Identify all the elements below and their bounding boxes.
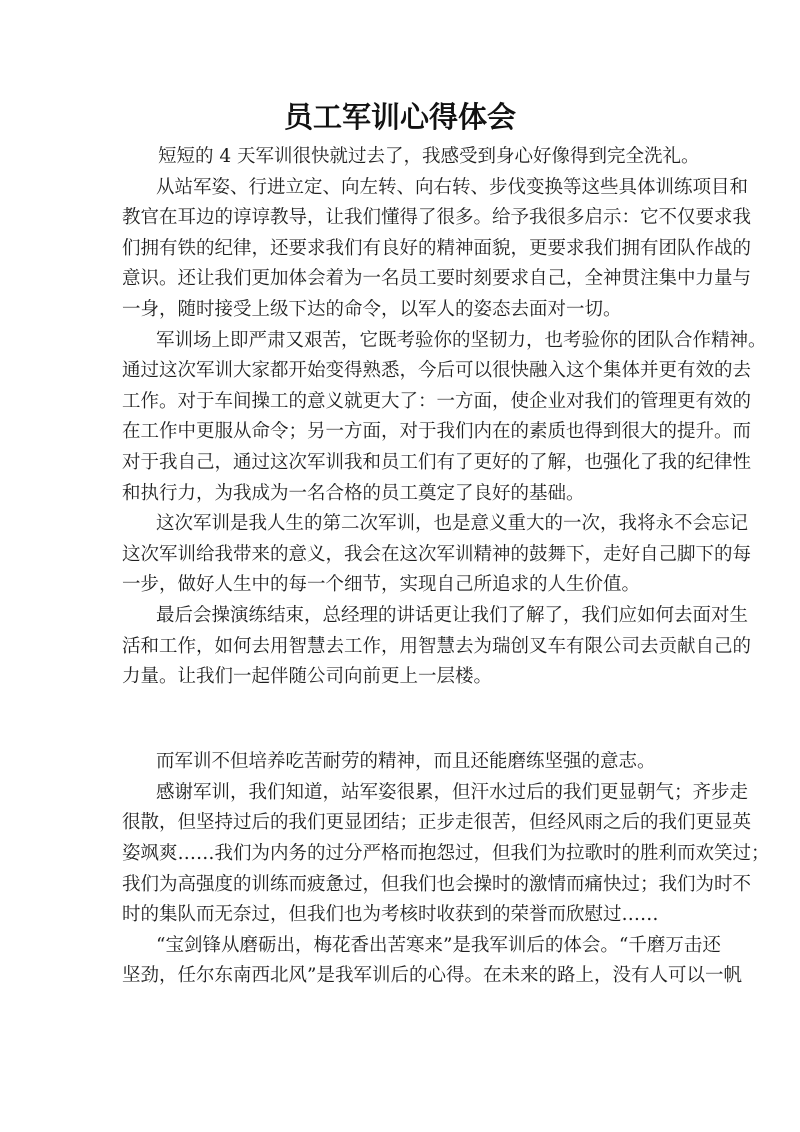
text-line: 而军训不但培养吃苦耐劳的精神，而且还能磨练坚强的意志。 bbox=[156, 751, 656, 773]
document-body bbox=[122, 142, 770, 992]
text-line: 坚劲，任尔东南西北风”是我军训后的心得。在未来的路上，没有人可以一帆 bbox=[122, 965, 742, 987]
text-line: 从站军姿、行进立定、向左转、向右转、步伐变换等这些具体训练项目和 bbox=[156, 176, 749, 198]
paragraph-intro bbox=[122, 142, 700, 173]
text-line: 活和工作，如何去用智慧去工作，用智慧去为瑞创叉车有限公司去贡献自己的 bbox=[122, 635, 752, 657]
paragraph-proverb bbox=[122, 931, 742, 992]
paragraph-willpower bbox=[122, 747, 682, 778]
blank-line bbox=[122, 693, 682, 724]
paragraph-second-training bbox=[122, 509, 752, 601]
text-line: 时的集队而无奈过，但我们也为考核时收获到的荣誉而欣慰过…… bbox=[122, 904, 659, 926]
text-line: 这次军训给我带来的意义，我会在这次军训精神的鼓舞下，走好自己脚下的每 bbox=[122, 543, 752, 565]
text-line: 短短的 4 天军训很快就过去了，我感受到身心好像得到完全洗礼。 bbox=[158, 146, 700, 167]
text-line: 和执行力，为我成为一名合格的员工奠定了良好的基础。 bbox=[122, 482, 585, 504]
text-line: 一步，做好人生中的每一个细节，实现自己所追求的人生价值。 bbox=[122, 574, 641, 596]
text-line: 工作。对于车间操工的意义就更大了：一方面，使企业对我们的管理更有效的 bbox=[122, 390, 752, 412]
text-line: 很散，但坚持过后的我们更显团结；正步走很苦，但经风雨之后的我们更显英 bbox=[122, 812, 752, 834]
text-line: 军训场上即严肃又艰苦，它既考验你的坚韧力，也考验你的团队合作精神。 bbox=[156, 329, 767, 351]
text-line: 教官在耳边的谆谆教导，让我们懂得了很多。给予我很多启示：它不仅要求我 bbox=[122, 207, 752, 229]
text-line: 在工作中更服从命令；另一方面，对于我们内在的素质也得到很大的提升。而 bbox=[122, 421, 752, 443]
text-line: 意识。还让我们更加体会着为一名员工要时刻要求自己，全神贯注集中力量与 bbox=[122, 268, 752, 290]
text-line: 我们为高强度的训练而疲惫过，但我们也会操时的激情而痛快过；我们为时不 bbox=[122, 873, 752, 895]
paragraph-training-ground bbox=[122, 326, 767, 510]
text-line: “宝剑锋从磨砺出，梅花香出苦寒来”是我军训后的体会。“千磨万击还 bbox=[156, 934, 721, 956]
paragraph-gratitude bbox=[122, 778, 770, 931]
text-line: 最后会操演练结束，总经理的讲话更让我们了解了，我们应如何去面对生 bbox=[156, 604, 749, 626]
text-line: 力量。让我们一起伴随公司向前更上一层楼。 bbox=[122, 666, 493, 688]
text-line: 姿飒爽……我们为内务的过分严格而抱怨过，但我们为拉歌时的胜利而欢笑过； bbox=[122, 843, 770, 865]
blank-line bbox=[122, 723, 682, 747]
text-line: 通过这次军训大家都开始变得熟悉，今后可以很快融入这个集体并更有效的去 bbox=[122, 360, 752, 382]
text-line: 这次军训是我人生的第二次军训，也是意义重大的一次，我将永不会忘记 bbox=[156, 513, 749, 535]
paragraph-training-items bbox=[122, 173, 752, 326]
document-title: 员工军训心得体会 bbox=[283, 100, 516, 134]
text-line: 感谢军训，我们知道，站军姿很累，但汗水过后的我们更显朝气；齐步走 bbox=[156, 781, 749, 803]
text-line: 一身，随时接受上级下达的命令，以军人的姿态去面对一切。 bbox=[122, 298, 622, 320]
text-line: 对于我自己，通过这次军训我和员工们有了更好的了解，也强化了我的纪律性 bbox=[122, 451, 752, 473]
paragraph-final-drill bbox=[122, 601, 752, 693]
text-line: 们拥有铁的纪律，还要求我们有良好的精神面貌，更要求我们拥有团队作战的 bbox=[122, 237, 752, 259]
